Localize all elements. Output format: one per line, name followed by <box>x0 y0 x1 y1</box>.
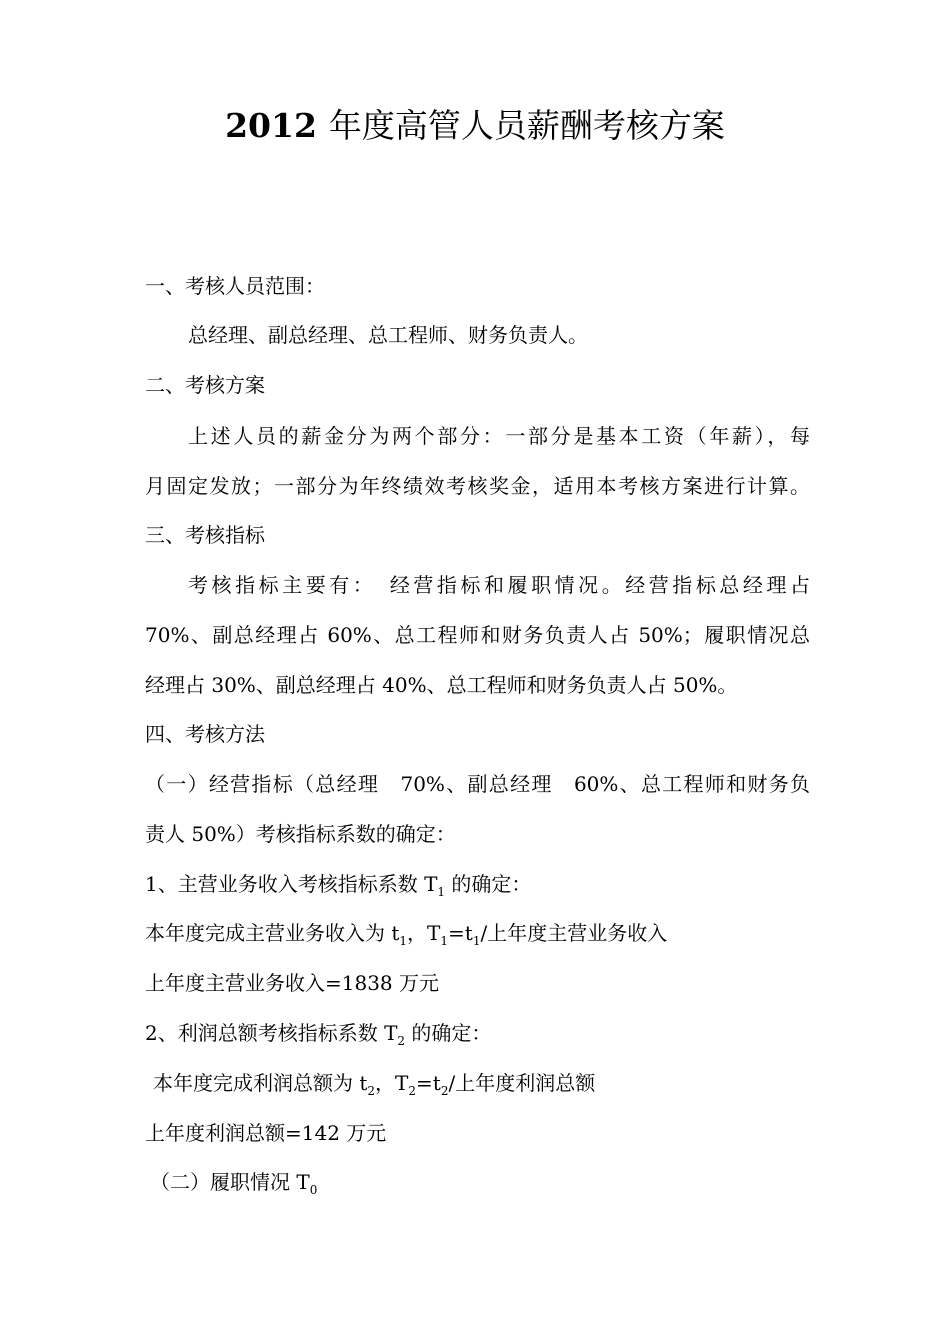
text-run: ，T <box>407 921 441 945</box>
paragraph-business-indicator-line-2: 责人 50%）考核指标系数的确定： <box>145 822 456 846</box>
revenue-coefficient-formula <box>145 918 810 948</box>
subscript: 1 <box>399 934 408 948</box>
text-run: 本年度完成主营业务收入为 t <box>145 921 400 945</box>
subscript: 2 <box>408 1084 417 1098</box>
profit-coefficient-formula <box>153 1068 818 1098</box>
text-run: 1、主营业务收入考核指标系数 T <box>145 872 438 896</box>
paragraph-plan-line-2: 月固定发放；一部分为年终绩效考核奖金，适用本考核方案进行计算。 <box>145 474 810 498</box>
section-heading-plan: 二、考核方案 <box>145 373 265 397</box>
subscript: 1 <box>472 934 481 948</box>
revenue-last-year: 上年度主营业务收入=1838 万元 <box>145 971 440 995</box>
subscript: 1 <box>437 885 446 899</box>
revenue-coefficient-heading <box>145 869 810 899</box>
text-run: ，T <box>375 1071 409 1095</box>
section-heading-scope: 一、考核人员范围： <box>145 274 325 298</box>
title-year: 2012 <box>225 106 317 145</box>
paragraph-scope-members: 总经理、副总经理、总工程师、财务负责人。 <box>188 323 588 347</box>
text-run: =t <box>416 1071 441 1095</box>
paragraph-indicators-line-1: 考核指标主要有： 经营指标和履职情况。经营指标总经理占 <box>188 573 810 597</box>
subscript: 2 <box>397 1034 406 1048</box>
subscript: 1 <box>440 934 449 948</box>
text-run: =t <box>448 921 473 945</box>
page-title <box>0 102 950 150</box>
subscript: 2 <box>367 1084 376 1098</box>
profit-coefficient-heading <box>145 1018 810 1048</box>
text-run: （二）履职情况 T <box>150 1170 310 1194</box>
subscript: 0 <box>309 1183 318 1197</box>
duty-performance-heading <box>150 1167 815 1197</box>
title-text: 年度高管人员薪酬考核方案 <box>328 106 725 145</box>
text-run: 的确定： <box>445 872 532 896</box>
text-run: 本年度完成利润总额为 t <box>153 1071 368 1095</box>
text-run: /上年度利润总额 <box>448 1071 596 1095</box>
paragraph-indicators-line-3: 经理占 30%、副总经理占 40%、总工程师和财务负责人占 50%。 <box>145 673 738 697</box>
text-run: 的确定： <box>405 1021 492 1045</box>
paragraph-plan-line-1: 上述人员的薪金分为两个部分：一部分是基本工资（年薪），每 <box>188 424 810 448</box>
profit-last-year: 上年度利润总额=142 万元 <box>145 1121 387 1145</box>
text-run: /上年度主营业务收入 <box>480 921 668 945</box>
section-heading-indicators: 三、考核指标 <box>145 523 265 547</box>
paragraph-indicators-line-2: 70%、副总经理占 60%、总工程师和财务负责人占 50%；履职情况总 <box>145 623 810 647</box>
subscript: 2 <box>440 1084 449 1098</box>
section-heading-methods: 四、考核方法 <box>145 722 265 746</box>
text-run: 2、利润总额考核指标系数 T <box>145 1021 398 1045</box>
paragraph-business-indicator-line-1: （一）经营指标（总经理 70%、副总经理 60%、总工程师和财务负 <box>145 772 810 796</box>
